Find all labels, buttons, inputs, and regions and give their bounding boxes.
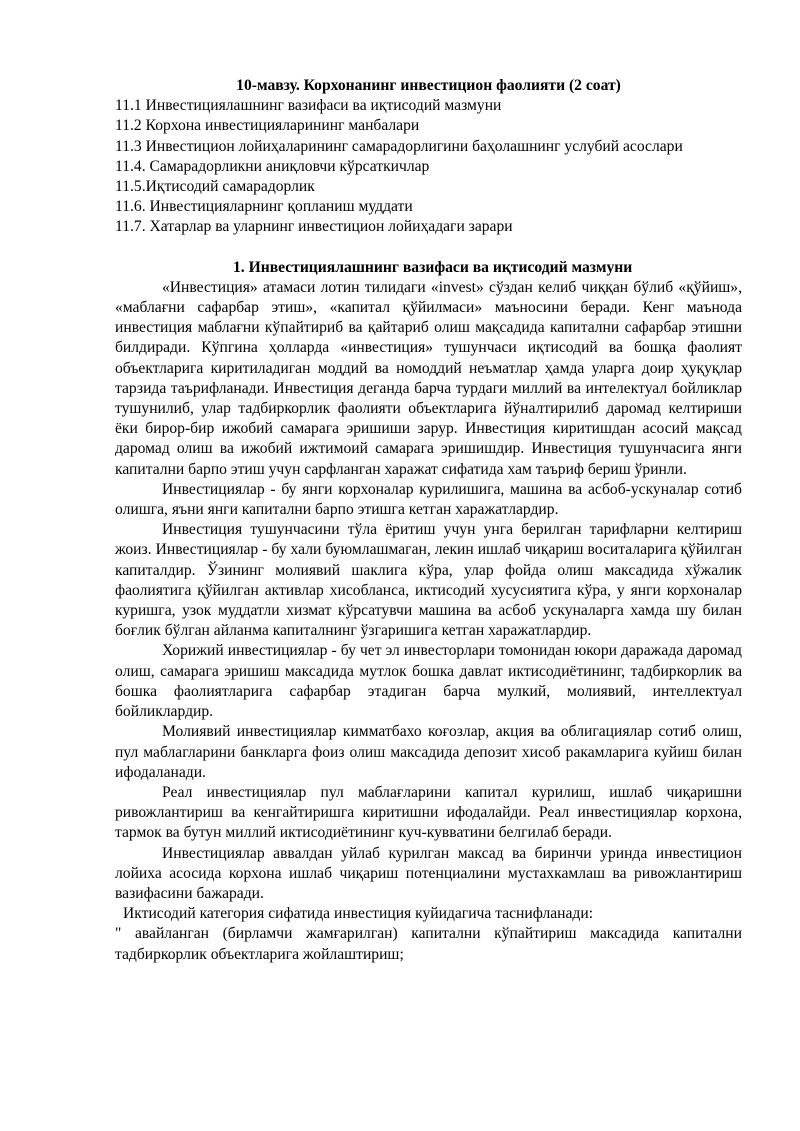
body-paragraph: «Инвестиция» атамаси лотин тилидаги «invest» сўздан келиб чиққан бўлиб «қўйиш», «маблағни сафарбар этиш», «капитал қўйилмаси» маъносини беради. Кенг маънода инвестиция маблағни кўпайтириб ва қайтариб олиш мақсадида капитални сафарбар этишни билдиради. Кўпгина ҳолларда «инвестиция» тушунчаси иқтисодий ва бошқа фаолият объектларига киритиладиган моддий ва номоддий неъматлар ҳамда уларга доир ҳуқуқлар тарзида таърифланади. Инвестиция деганда барча турдаги миллий ва интелектуал бойликлар тушунилиб, улар тадбиркорлик фаолияти объектларига йўналтирилиб даромад келтириши ёки бирор-бир ижобий самарага эришиши зарур. Инвестиция киритишдан асосий мақсад даромад олиш ва ижобий ижтимоий самарага эришишдир. Инвестиция тушунчасига янги капитални барпо этиш учун сарфланган харажат сифатида хам таъриф бериш ўринли.: [115, 278, 742, 478]
toc-item: 11.5.Иқтисодий самарадорлик: [115, 178, 315, 196]
toc-item: 11.2 Корхона инвестицияларининг манбалари: [115, 117, 420, 135]
toc-item: 11.6. Инвестицияларнинг қопланиш муддати: [115, 198, 413, 216]
body-paragraph: Инвестиция тушунчасини тўла ёритиш учун унга берилган тарифларни келтириш жоиз. Инвестициялар - бу хали буюмлашмаган, лекин ишлаб чиқариш воситаларига қўйилган капиталдир. Ўзининг молиявий шаклига кўра, улар фойда олиш максадида хўжалик фаолиятига қўйилган активлар хисобланса, иктисодий хусусиятига кўра, у янги корхоналар куришга, узок муддатли хизмат кўрсатувчи машина ва асбоб ускуналарга хамда шу билан боғлик бўлган айланма капиталнинг ўзгаришига кетган харажатлардир.: [115, 521, 742, 640]
body-paragraph: Молиявий инвестициялар кимматбахо коғозлар, акция ва облигациялар сотиб олиш, пул маблагларини банкларга фоиз олиш максадида депозит хисоб ракамларига куйиш билан ифодаланади.: [115, 723, 742, 781]
body-paragraph: Реал инвестициялар пул маблағларини капитал курилиш, ишлаб чиқаришни ривожлантириш ва кенгайтиришга киритишни ифодалайди. Реал инвестициялар корхона, тармок ва бутун миллий иктисодиётининг куч-кувватини белгилаб беради.: [115, 783, 742, 842]
toc-item: 11.1 Инвестициялашнинг вазифаси ва иқтисодий мазмуни: [115, 97, 502, 115]
section-heading: 1. Инвестициялашнинг вазифаси ва иқтисодий мазмуни: [233, 258, 633, 276]
toc-item: 11.7. Хатарлар ва уларнинг инвестицион лойиҳадаги зарари: [115, 218, 513, 236]
toc-item: 11.4. Самарадорликни аниқловчи кўрсаткичлар: [115, 157, 430, 175]
body-paragraph: Хорижий инвестициялар - бу чет эл инвесторлари томонидан юкори даражада даромад олиш, самарага эришиш максадида мутлок бошка давлат иктисодиётининг, тадбиркорлик ва бошка фаолиятларига сафарбар этадиган барча мулкий, молиявий, интеллектуал бойликлардир.: [115, 642, 742, 721]
body-paragraph: Инвестициялар - бу янги корхоналар курилишига, машина ва асбоб-ускуналар сотиб олишга, яъни янги капитални барпо этишга кетган харажатлардир.: [115, 480, 742, 519]
classification-intro: Иктисодий категория сифатида инвестиция куйидагича таснифланади:: [123, 905, 594, 923]
document-page: [115, 76, 742, 965]
body-paragraph: Инвестициялар аввалдан уйлаб курилган максад ва биринчи уринда инвестицион лойиха асосида корхона ишлаб чиқариш потенциалини мустахкамлаш ва ривожлантириш вазифасини бажаради.: [115, 844, 742, 902]
table-of-contents: [115, 96, 742, 237]
classification-item: " авайланган (бирламчи жамғарилган) капитални кўпайтириш максадида капитални тадбиркорлик объектларига жойлаштириш;: [115, 925, 742, 963]
toc-item: 11.3 Инвестицион лойиҳаларининг самарадорлигини баҳолашнинг услубий асослари: [115, 137, 683, 155]
document-title: 10-мавзу. Корхонанинг инвестицион фаолияти (2 соат): [236, 77, 621, 94]
